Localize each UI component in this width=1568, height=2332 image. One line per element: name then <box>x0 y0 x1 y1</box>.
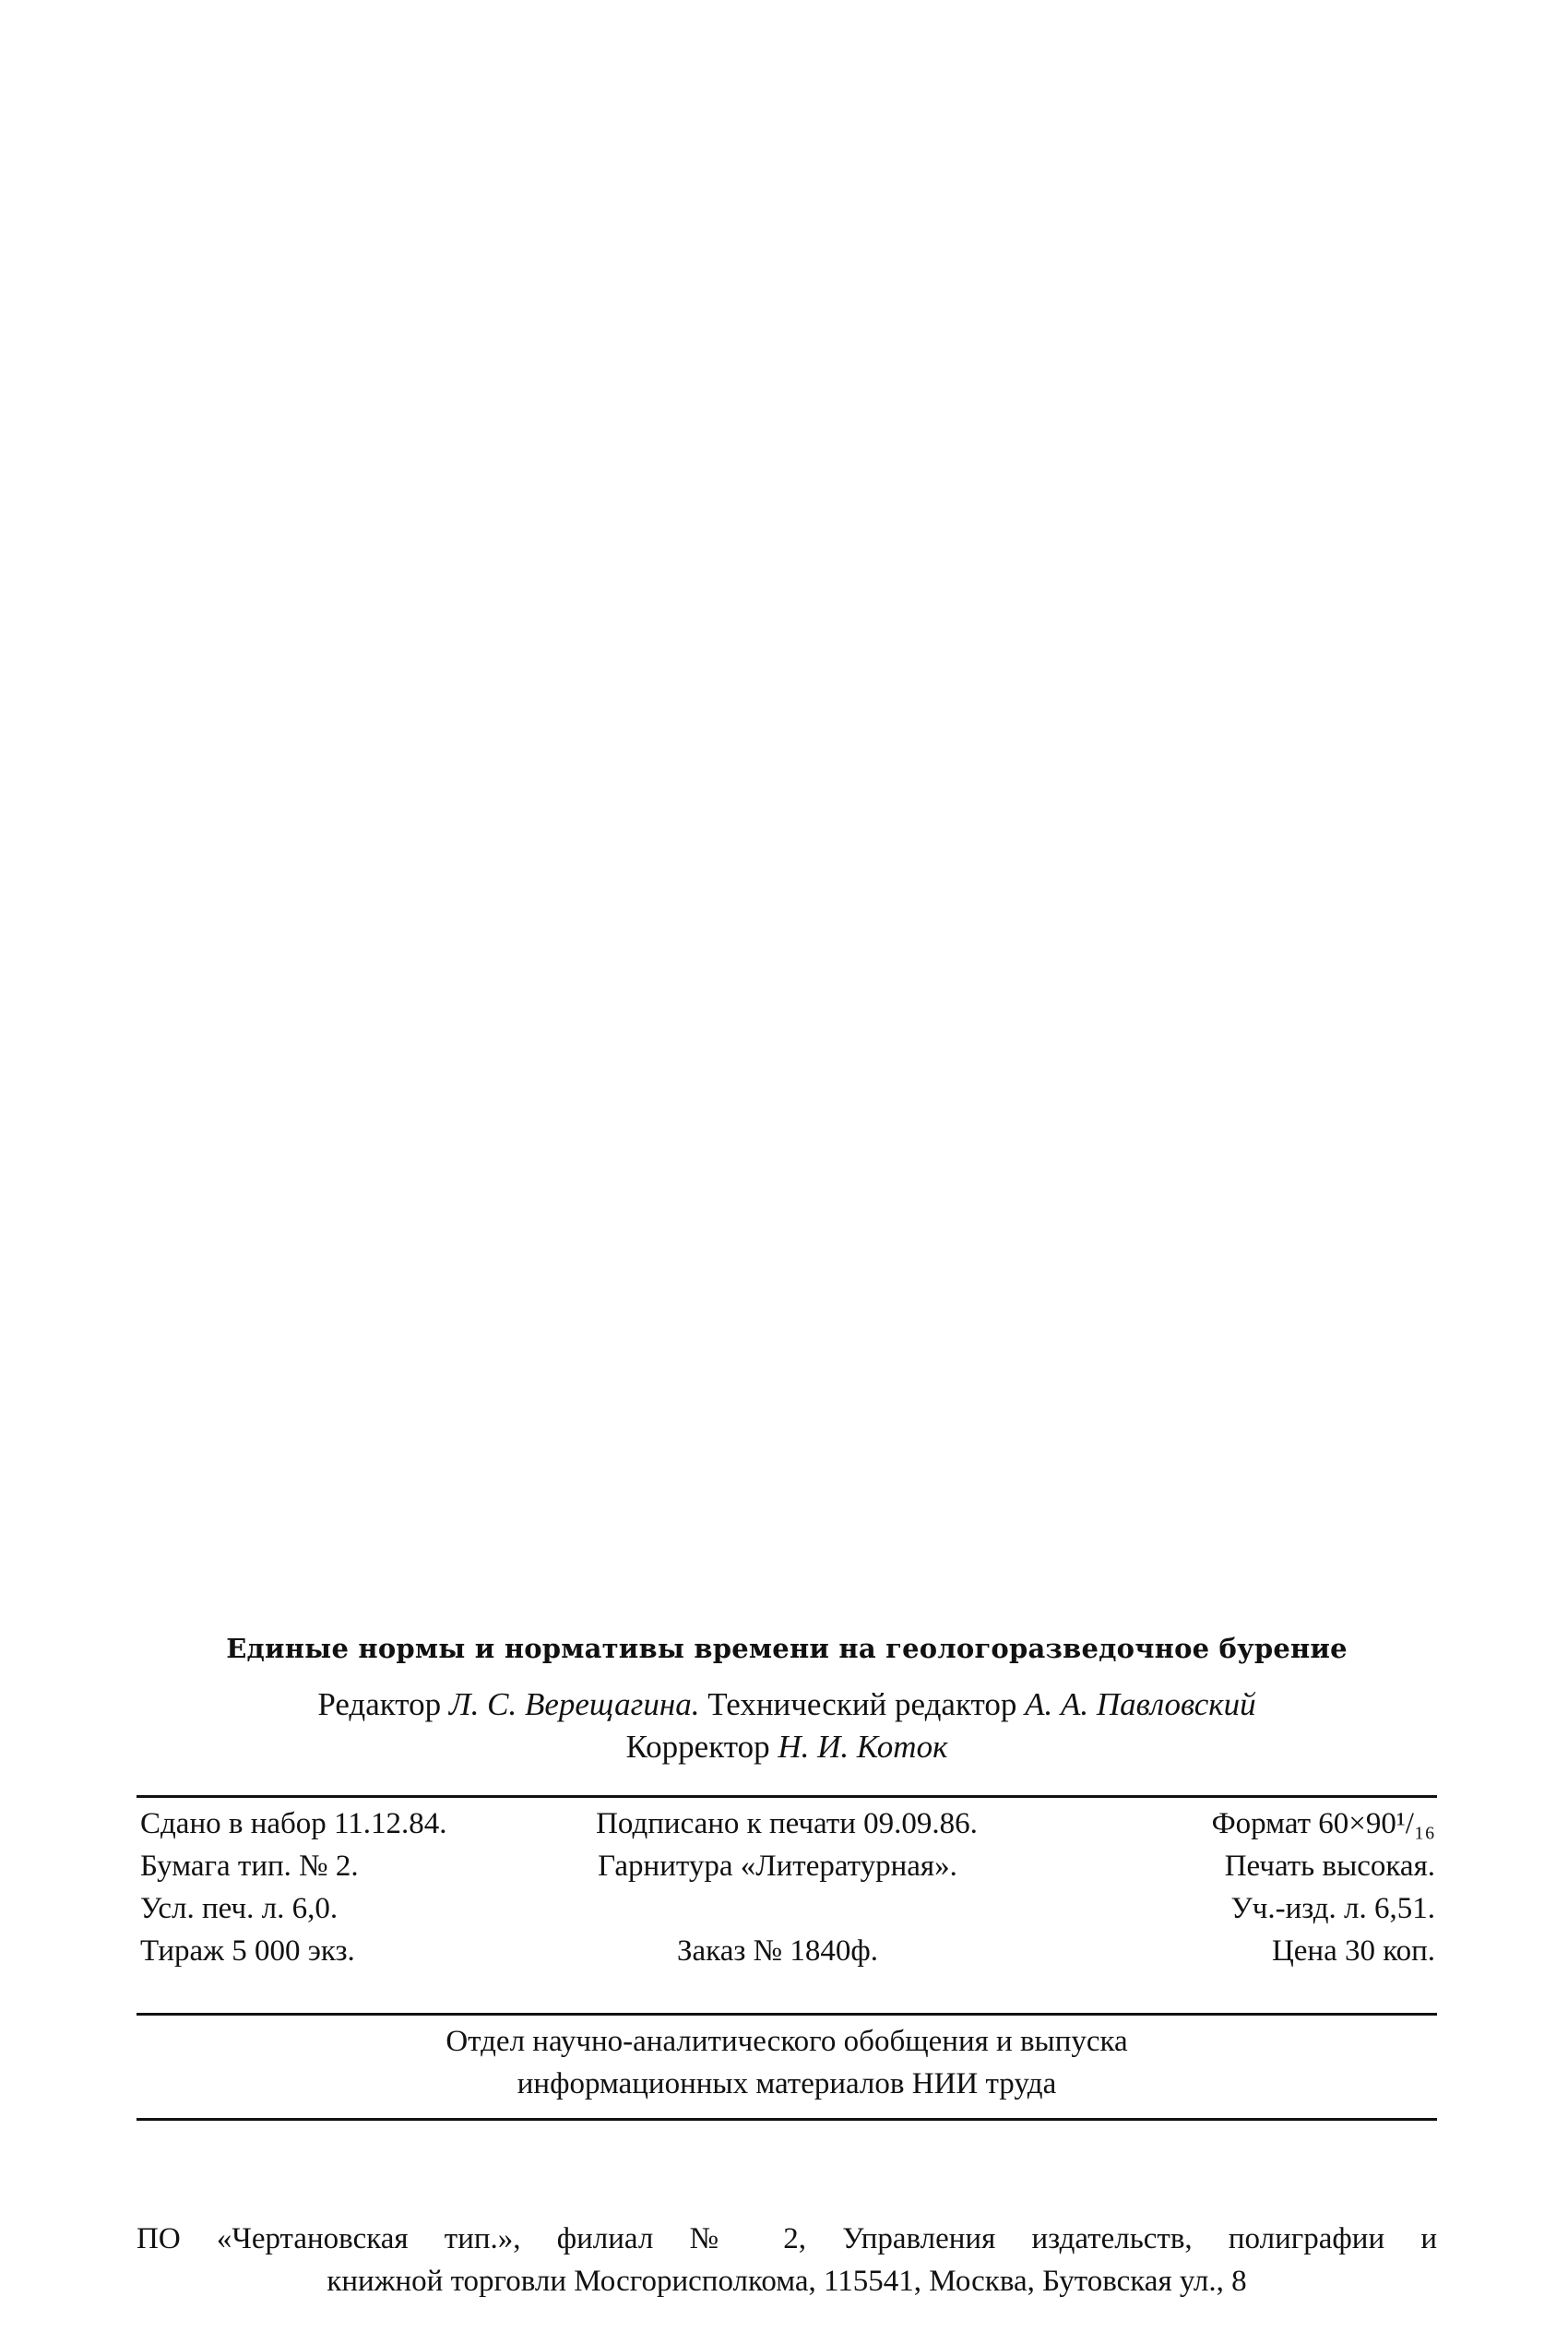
imprint-cell: Цена 30 коп. <box>1271 1934 1435 1968</box>
imprint-cell: Усл. печ. л. 6,0. <box>140 1892 339 1925</box>
tech-editor-name: А. А. Павловский <box>1025 1686 1256 1722</box>
imprint-cell: Печать высокая. <box>1224 1850 1435 1883</box>
imprint-row <box>137 1845 1437 1887</box>
imprint-row <box>137 1887 1437 1930</box>
department-line: Отдел научно-аналитического обобщения и выпуска <box>445 2025 1128 2058</box>
proofreader-name: Н. И. Коток <box>778 1729 948 1765</box>
divider-lower <box>137 2118 1437 2121</box>
editor-name: Л. С. Верещагина. <box>448 1686 700 1722</box>
printer-line: ПО «Чертановская тип.», филиал № 2, Управления издательств, полиграфии и <box>137 2222 1437 2255</box>
divider-top <box>137 1795 1437 1798</box>
imprint-row <box>137 1803 1437 1845</box>
book-title: Единые нормы и нормативы времени на геологоразведочное бурение <box>226 1633 1348 1664</box>
imprint-cell: Заказ № 1840ф. <box>676 1934 878 1968</box>
credits-editors <box>137 1686 1437 1723</box>
tech-editor-role: Технический редактор <box>707 1686 1017 1722</box>
imprint-row <box>137 1930 1437 1972</box>
imprint-cell: Уч.-изд. л. 6,51. <box>1230 1892 1435 1925</box>
printer-line: книжной торговли Мосгорисполкома, 115541, Москва, Бутовская ул., 8 <box>327 2265 1247 2298</box>
credits-proofreader <box>137 1729 1437 1766</box>
imprint-cell: Подписано к печати 09.09.86. <box>596 1807 978 1840</box>
printer-block <box>137 2218 1437 2302</box>
proofreader-role: Корректор <box>625 1729 770 1765</box>
department-block <box>137 2020 1437 2105</box>
imprint-cell: Сдано в набор 11.12.84. <box>140 1807 447 1840</box>
imprint-cell: Бумага тип. № 2. <box>140 1850 359 1883</box>
imprint-cell: Тираж 5 000 экз. <box>140 1934 355 1968</box>
imprint-block <box>137 1803 1437 1972</box>
imprint-cell: Гарнитура «Литературная». <box>598 1850 957 1883</box>
divider-middle <box>137 2013 1437 2016</box>
imprint-cell: Формат 60×90¹/₁₆ <box>1211 1807 1435 1840</box>
editor-role: Редактор <box>317 1686 442 1722</box>
department-line: информационных материалов НИИ труда <box>517 2067 1057 2100</box>
